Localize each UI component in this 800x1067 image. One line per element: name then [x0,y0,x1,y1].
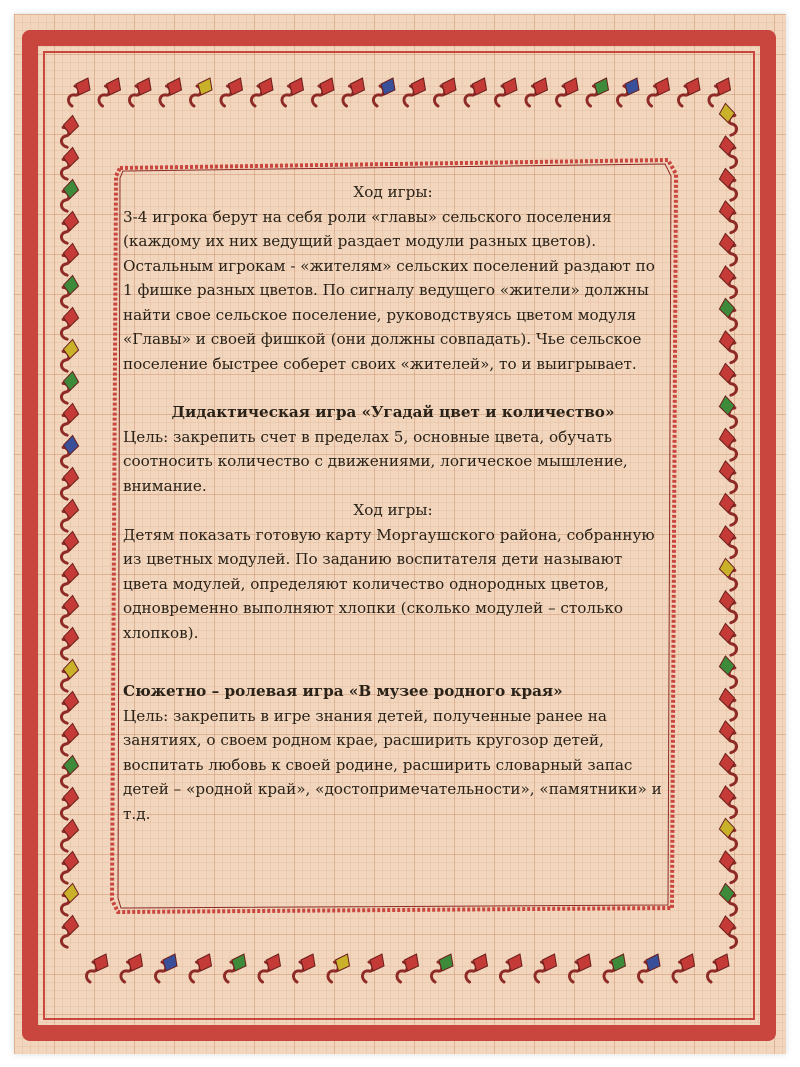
hook-motif [714,850,744,884]
hook-motif [343,78,365,106]
hook-motif [121,954,143,982]
hook-motif [54,467,84,501]
hook-motif [259,954,281,982]
hook-motif [224,954,246,982]
hook-motif [404,78,426,106]
hook-motif [526,78,548,106]
hook-motif [466,954,488,982]
hook-motif [535,954,557,982]
hook-motif [495,78,517,106]
hook-motif [714,655,744,689]
hook-motif [54,915,84,949]
hook-motif [190,78,212,106]
hook-motif [54,435,84,469]
hook-motif [678,78,700,106]
hook-motif [86,954,108,982]
hook-motif [617,78,639,106]
hook-motif [673,954,695,982]
hook-motif [54,819,84,853]
hook-motif [221,78,243,106]
hook-motif [569,954,591,982]
hook-motif [155,954,177,982]
hook-motif [707,954,729,982]
section3-title: Сюжетно – ролевая игра «В музее родного края» [123,682,563,700]
hook-motif [54,403,84,437]
hook-motif [54,531,84,565]
hook-motif [54,275,84,309]
section2-title: Дидактическая игра «Угадай цвет и количество» [171,403,615,421]
hook-motif [54,147,84,181]
hook-motif [373,78,395,106]
hook-motif [99,78,121,106]
hook-motif [714,395,744,429]
hook-motif [714,330,744,364]
section2-goal: Цель: закрепить счет в пределах 5, основные цвета, обучать соотносить количество с движениями, логическое мышление, внимание. [123,427,628,495]
hook-motif [312,78,334,106]
hook-motif [714,688,744,722]
hook-motif [54,787,84,821]
hook-motif [54,211,84,245]
hook-motif [54,307,84,341]
hook-motif [328,954,350,982]
section1-heading: Ход игры: [353,183,433,201]
hook-motif [556,78,578,106]
hook-motif [54,627,84,661]
hook-motif [431,954,453,982]
hook-motif [714,915,744,949]
hook-motif [54,243,84,277]
hook-motif [54,883,84,917]
hook-motif [397,954,419,982]
hook-motif [648,78,670,106]
hook-motif [190,954,212,982]
hook-motif [714,883,744,917]
hook-motif [638,954,660,982]
hook-motif [714,558,744,592]
hook-motif [714,298,744,332]
section2-heading: Ход игры: [353,501,433,519]
hook-motif [714,200,744,234]
hook-motif [714,363,744,397]
hook-motif [54,659,84,693]
hook-motif [54,371,84,405]
hook-motif [714,590,744,624]
hook-motif [714,265,744,299]
hook-motif [160,78,182,106]
hook-motif [714,818,744,852]
hook-motif [54,691,84,725]
hook-motif [54,595,84,629]
hook-motif [129,78,151,106]
hook-motif [500,954,522,982]
hook-motif [714,493,744,527]
section1-body: 3-4 игрока берут на себя роли «главы» сельского поселения (каждому их них ведущий раздает модули разных цветов). Остальным игрокам - «жителям» сельских поселений раздают по 1 фишке разных цветов. По сигналу ведущего «жители» должны найти свое сельское поселение, руководствуясь цветом модуля «Главы» и своей фишкой (они должны совпадать). Чье сельское поселение быстрее соберет своих «жителей», то и выигрывает. [123,207,655,373]
hook-motif [54,115,84,149]
hook-motif [604,954,626,982]
hook-motif [293,954,315,982]
hook-motif [54,851,84,885]
hook-motif [54,723,84,757]
hook-motif [54,563,84,597]
hook-motif [714,103,744,137]
hook-motif [587,78,609,106]
hook-motif [714,460,744,494]
section2-body: Детям показать готовую карту Моргаушского района, собранную из цветных модулей. По заданию воспитателя дети называют цвета модулей, определяют количество однородных цветов, одновременно выполняют хлопки (сколько модулей – столько хлопков). [123,525,655,642]
hook-motif [251,78,273,106]
hook-motif [54,179,84,213]
hook-motif [714,168,744,202]
hook-motif [68,78,90,106]
hook-motif [54,499,84,533]
hook-motif [714,233,744,267]
hook-motif [714,525,744,559]
hook-motif [714,428,744,462]
hook-motif [709,78,731,106]
hook-motif [714,623,744,657]
hook-motif [465,78,487,106]
hook-motif [362,954,384,982]
hook-motif [714,720,744,754]
hook-motif [54,339,84,373]
hook-motif [714,785,744,819]
section3-body: Цель: закрепить в игре знания детей, полученные ранее на занятиях, о своем родном крае, расширить кругозор детей, воспитать любовь к своей родине, расширить словарный запас детей – «родной край», «достопримечательности», «памятники» и т.д. [123,706,662,823]
hook-motif [434,78,456,106]
hook-motif [714,135,744,169]
hook-motif [282,78,304,106]
hook-motif [714,753,744,787]
hook-motif [54,755,84,789]
text-content [123,180,663,826]
